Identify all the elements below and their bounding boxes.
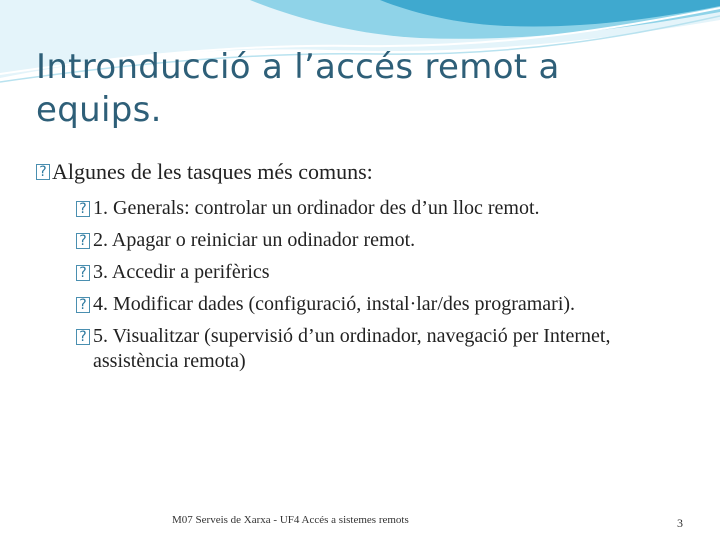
list-item-text: 4. Modificar dades (configuració, instal·lar/des programari).	[93, 293, 576, 315]
bullet-marker-icon: ?	[76, 233, 90, 249]
list-heading-text: Algunes de les tasques més comuns:	[52, 159, 373, 184]
bullet-marker-icon: ?	[76, 297, 90, 313]
list-item-text: 2. Apagar o reiniciar un odinador remot.	[93, 229, 416, 251]
list-item	[76, 292, 686, 317]
list-item	[76, 228, 686, 253]
bullet-list	[36, 158, 686, 381]
slide-title: Intronducció a l’accés remot a equips.	[36, 47, 560, 131]
list-item	[76, 196, 686, 221]
list-item	[76, 324, 686, 374]
bullet-marker-icon: ?	[36, 164, 50, 180]
bullet-marker-icon: ?	[76, 329, 90, 345]
list-item	[76, 260, 686, 285]
list-item-text: 1. Generals: controlar un ordinador des d’un lloc remot.	[93, 197, 540, 219]
bullet-marker-icon: ?	[76, 265, 90, 281]
page-number: 3	[677, 516, 683, 530]
list-item-text: 3. Accedir a perifèrics	[93, 261, 270, 283]
slide-footer: M07 Serveis de Xarxa - UF4 Accés a sistemes remots	[172, 514, 409, 526]
list-heading	[36, 158, 686, 186]
list-item-text: 5. Visualitzar (supervisió d’un ordinador, navegació per Internet, assistència remota)	[93, 325, 611, 372]
bullet-marker-icon: ?	[76, 201, 90, 217]
